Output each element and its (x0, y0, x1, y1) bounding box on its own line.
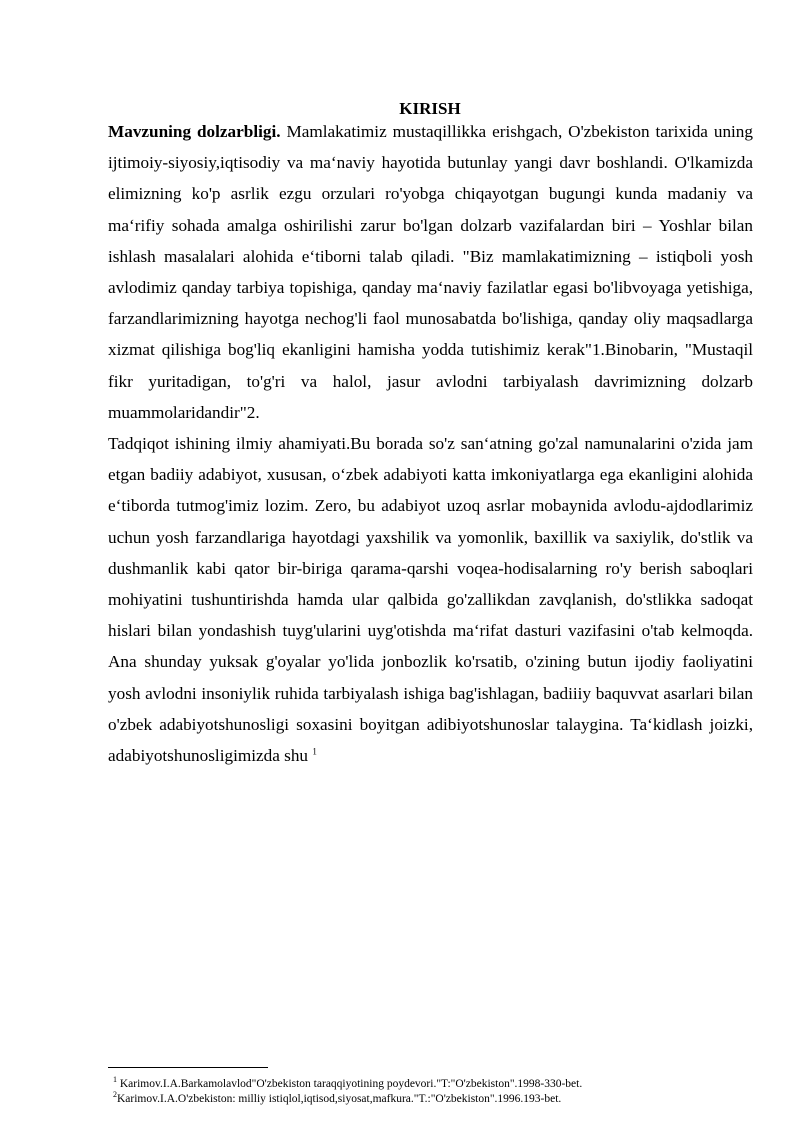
footnote-text: Karimov.I.A.Barkamolavlod"O'zbekiston taraqqiyotining poydevori."T:"O'zbekiston".1998-330-bet. (117, 1078, 583, 1090)
footnote-mark: 2 (113, 1089, 117, 1099)
page-title: KIRISH (399, 99, 461, 118)
footnotes (113, 1077, 753, 1106)
footnote-item (113, 1089, 753, 1107)
footnote-text: Karimov.I.A.O'zbekiston: milliy istiqlol,iqtisod,siyosat,mafkura."T.:"O'zbekiston".1996.193-bet. (117, 1092, 562, 1105)
paragraph-lead: Mavzuning dolzarbligi. (108, 122, 281, 141)
footnote-reference[interactable]: 1 (312, 746, 317, 757)
paragraph-significance (108, 428, 753, 771)
paragraph-text: Mamlakatimiz mustaqillikka erishgach, O'zbekiston tarixida uning ijtimoiy-siyosiy,iqtisodiy va ma‘naviy hayotida butunlay yangi davr boshlandi. O'lkamizda elimizning ko'p asrlik ezgu orzulari ro'yobga chiqayotgan bugungi kunda madaniy va ma‘rifiy sohada amalga oshirilishi zarur bo'lgan dolzarb vazifalardan biri – Yoshlar bilan ishlash masalalari alohida e‘tiborni talab qiladi. "Biz mamlakatimizning – istiqboli yosh avlodimiz qanday tarbiya topishiga, qanday ma‘naviy fazilatlar egasi bo'libvoyaga yetishiga, farzandlarimizning hayotga nechog'li faol munosabatda bo'lishiga, qanday oliy maqsadlarga xizmat qilishiga bog'liq ekanligini hamisha yodda tutishimiz kerak"1.Binobarin, "Mustaqil fikr yuritadigan, to'g'ri va halol, jasur avlodni tarbiyalash davrimizning dolzarb muammolaridandir"2. (108, 122, 753, 422)
footnote-mark: 1 (113, 1075, 117, 1085)
footnote-separator (108, 1067, 268, 1068)
footnote-item (113, 1077, 753, 1092)
document-body (108, 116, 753, 771)
paragraph-text: Tadqiqot ishining ilmiy ahamiyati.Bu borada so'z san‘atning go'zal namunalarini o'zida jam etgan badiiy adabiyot, xususan, o‘zbek adabiyoti katta imkoniyatlarga ega ekanligini alohida e‘tiborda tutmog'imiz lozim. Zero, bu adabiyot uzoq asrlar mobaynida avlodu-ajdodlarimiz uchun yosh farzandlariga hayotdagi yaxshilik va yomonlik, baxillik va saxiylik, do'stlik va dushmanlik kabi qator bir-biriga qarama-qarshi voqea-hodisalarning ro'y berish saboqlari mohiyatini tushuntirishda hamda ular qalbida go'zallikdan zavqlanish, do'stlikka sadoqat hislari bilan yondashish tuyg'ularini uyg'otishda ma‘rifat dasturi vazifasini o'tab kelmoqda. Ana shunday yuksak g'oyalar yo'lida jonbozlik ko'rsatib, o'zining butun ijodiy faoliyatini yosh avlodni insoniylik ruhida tarbiyalash ishiga bag'ishlagan, badiiiy baquvvat asarlari bilan o'zbek adabiyotshunosligi soxasini boyitgan adibiyotshunoslar talaygina. Ta‘kidlash joizki, adabiyotshunosligimizda shu (108, 434, 753, 766)
paragraph-relevance (108, 116, 753, 428)
